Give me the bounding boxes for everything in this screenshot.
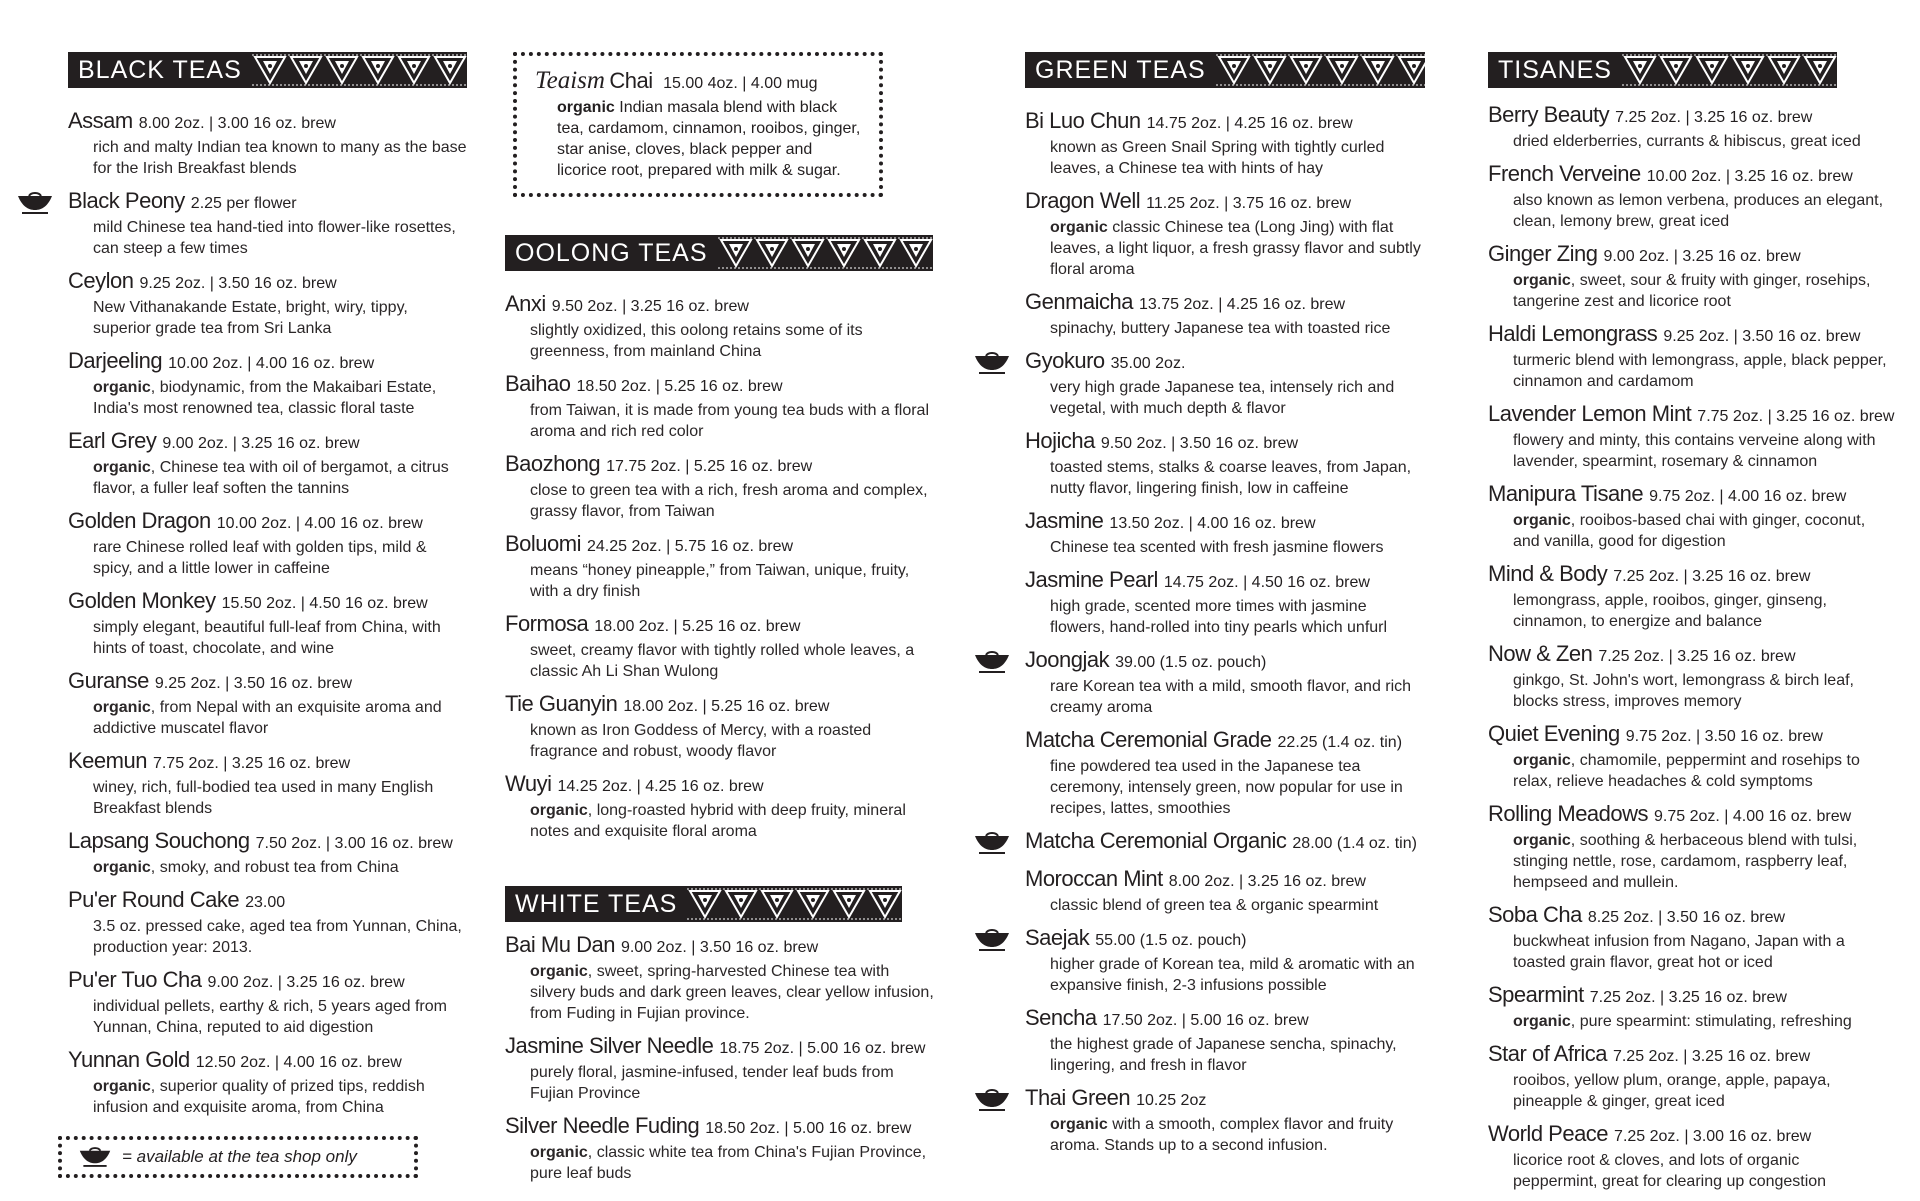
item-price: 28.00 (1.4 oz. tin) (1292, 835, 1417, 852)
item-name: Guranse (68, 668, 149, 693)
section-title: OOLONG TEAS (505, 235, 718, 271)
item-description: close to green tea with a rich, fresh aroma and complex, grassy flavor, from Taiwan (530, 482, 928, 520)
menu-item (1488, 241, 1888, 312)
item-price: 18.50 2oz. | 5.00 16 oz. brew (705, 1120, 912, 1137)
item-description: from Taiwan, it is made from young tea buds with a floral aroma and rich red color (530, 402, 929, 440)
item-name: Assam (68, 108, 133, 133)
menu-item (68, 188, 468, 259)
item-name: Pu'er Round Cake (68, 887, 240, 912)
item-price: 22.25 (1.4 oz. tin) (1277, 734, 1403, 751)
item-name: Rolling Meadows (1488, 801, 1649, 826)
item-name: Berry Beauty (1488, 102, 1610, 127)
chai-name: Chai (609, 68, 653, 93)
menu-item (68, 668, 468, 739)
item-name: Soba Cha (1488, 902, 1582, 927)
item-name: Pu'er Tuo Cha (68, 967, 202, 992)
menu-item (1025, 727, 1425, 819)
item-price: 7.25 2oz. | 3.25 16 oz. brew (1613, 568, 1811, 585)
menu-item (1488, 161, 1888, 232)
tisanes-list (1488, 102, 1895, 1192)
item-price: 7.75 2oz. | 3.25 16 oz. brew (1697, 408, 1895, 425)
item-price: 13.50 2oz. | 4.00 16 oz. brew (1109, 515, 1316, 532)
menu-item (68, 508, 468, 579)
teacup-icon (973, 832, 1011, 854)
item-description: winey, rich, full-bodied tea used in many English Breakfast blends (93, 779, 434, 817)
item-name: Star of Africa (1488, 1041, 1607, 1066)
item-description: simply elegant, beautiful full-leaf from China, with hints of toast, chocolate, and wine (93, 619, 441, 657)
teacup-icon (973, 352, 1011, 374)
item-price: 9.00 2oz. | 3.25 16 oz. brew (1603, 248, 1801, 265)
item-price: 17.75 2oz. | 5.25 16 oz. brew (606, 458, 813, 475)
organic-label: organic (530, 802, 588, 819)
organic-label: organic (93, 859, 151, 876)
item-name: Earl Grey (68, 428, 157, 453)
menu-item (1025, 108, 1425, 179)
menu-item (68, 108, 468, 179)
item-description: Chinese tea scented with fresh jasmine flowers (1050, 539, 1384, 556)
menu-item (1025, 289, 1425, 339)
menu-item (505, 371, 935, 442)
item-description: buckwheat infusion from Nagano, Japan with a toasted grain flavor, great hot or iced (1513, 933, 1845, 971)
menu-item (1488, 801, 1888, 893)
item-name: Baozhong (505, 451, 601, 476)
oolong-teas-header (505, 235, 935, 271)
menu-item (68, 428, 468, 499)
item-price: 9.75 2oz. | 4.00 16 oz. brew (1654, 808, 1852, 825)
item-name: Formosa (505, 611, 589, 636)
item-description: toasted stems, stalks & coarse leaves, from Japan, nutty flavor, lingering finish, low in caffeine (1050, 459, 1412, 497)
decorative-band-icon (1216, 52, 1425, 88)
item-description: known as Green Snail Spring with tightly curled leaves, a Chinese tea with hints of hay (1050, 139, 1385, 177)
menu-item (1025, 647, 1425, 718)
oolong-teas-list (505, 291, 935, 842)
item-price: 9.75 2oz. | 3.50 16 oz. brew (1625, 728, 1823, 745)
item-description: sweet, creamy flavor with tightly rolled whole leaves, a classic Ah Li Shan Wulong (530, 642, 915, 680)
legend-box (58, 1136, 418, 1178)
menu-item (1488, 1041, 1888, 1112)
item-name: Keemun (68, 748, 147, 773)
item-description: rooibos, yellow plum, orange, apple, papaya, pineapple & ginger, great iced (1513, 1072, 1831, 1110)
item-name: Bai Mu Dan (505, 932, 615, 957)
menu-item (68, 828, 468, 878)
item-description: spinachy, buttery Japanese tea with toasted rice (1050, 320, 1391, 337)
item-description: organic, Chinese tea with oil of bergamot, a citrus flavor, a fuller leaf soften the tannins (93, 459, 449, 497)
chai-price: 15.00 4oz. | 4.00 mug (663, 75, 818, 92)
organic-label: organic (530, 1144, 588, 1161)
item-description: rich and malty Indian tea known to many as the base for the Irish Breakfast blends (93, 139, 467, 177)
teacup-icon (973, 929, 1011, 951)
item-description: high grade, scented more times with jasmine flowers, hand-rolled into tiny pearls which unfurl (1050, 598, 1388, 636)
item-description: means “honey pineapple,” from Taiwan, unique, fruity, with a dry finish (530, 562, 910, 600)
menu-item (1488, 481, 1888, 552)
item-description: organic, rooibos-based chai with ginger, coconut, and vanilla, good for digestion (1513, 512, 1866, 550)
black-teas-header (68, 52, 468, 88)
item-description: known as Iron Goddess of Mercy, with a roasted fragrance and robust, woody flavor (530, 722, 872, 760)
green-teas-list (1025, 108, 1425, 1156)
item-description: flowery and minty, this contains verveine along with lavender, spearmint, rosemary & cinnamon (1513, 432, 1876, 470)
menu-item (68, 748, 468, 819)
item-description: organic, long-roasted hybrid with deep fruity, mineral notes and exquisite floral aroma (530, 802, 906, 840)
item-description: organic, biodynamic, from the Makaibari Estate, India's most renowned tea, classic floral taste (93, 379, 437, 417)
item-price: 18.50 2oz. | 5.25 16 oz. brew (576, 378, 783, 395)
item-description: organic, classic white tea from China's Fujian Province, pure leaf buds (530, 1144, 927, 1182)
white-teas-list (505, 932, 935, 1184)
section-title: TISANES (1488, 52, 1622, 88)
menu-item (68, 268, 468, 339)
item-price: 14.75 2oz. | 4.50 16 oz. brew (1163, 574, 1370, 591)
decorative-band-icon (687, 886, 902, 922)
item-price: 7.25 2oz. | 3.25 16 oz. brew (1612, 1048, 1811, 1065)
item-description: New Vithanakande Estate, bright, wiry, tippy, superior grade tea from Sri Lanka (93, 299, 408, 337)
menu-item (1025, 188, 1425, 280)
menu-item (1488, 721, 1888, 792)
menu-item (68, 967, 468, 1038)
item-name: Gyokuro (1025, 348, 1105, 373)
item-price: 39.00 (1.5 oz. pouch) (1115, 654, 1267, 671)
menu-item (68, 588, 468, 659)
menu-item (1488, 401, 1895, 472)
item-description: purely floral, jasmine-infused, tender leaf buds from Fujian Province (530, 1064, 894, 1102)
item-name: Saejak (1025, 925, 1090, 950)
organic-label: organic (93, 1078, 151, 1095)
oolong-white-column (505, 52, 935, 1193)
item-description: also known as lemon verbena, produces an elegant, clean, lemony brew, great iced (1513, 192, 1884, 230)
menu-item (1488, 321, 1888, 392)
item-name: Manipura Tisane (1488, 481, 1644, 506)
item-name: Silver Needle Fuding (505, 1113, 700, 1138)
item-name: Haldi Lemongrass (1488, 321, 1658, 346)
item-price: 9.50 2oz. | 3.50 16 oz. brew (1100, 435, 1299, 452)
menu-item (1025, 508, 1425, 558)
item-price: 9.00 2oz. | 3.50 16 oz. brew (620, 939, 819, 956)
menu-item (505, 691, 935, 762)
item-price: 18.75 2oz. | 5.00 16 oz. brew (719, 1040, 926, 1057)
menu-item (1488, 102, 1888, 152)
menu-item (1025, 828, 1425, 857)
item-name: Sencha (1025, 1005, 1097, 1030)
item-name: Golden Monkey (68, 588, 216, 613)
item-name: Bi Luo Chun (1025, 108, 1141, 133)
tisanes-column (1488, 52, 1895, 1201)
menu-item (505, 291, 935, 362)
item-price: 9.75 2oz. | 4.00 16 oz. brew (1649, 488, 1847, 505)
chai-brand: Teaism (535, 67, 605, 94)
organic-label: organic (93, 699, 151, 716)
item-description: organic, superior quality of prized tips, reddish infusion and exquisite aroma, from China (93, 1078, 425, 1116)
menu-item (505, 611, 935, 682)
item-description: organic, sweet, sour & fruity with ginger, rosehips, tangerine zest and licorice root (1513, 272, 1871, 310)
item-description: lemongrass, apple, rooibos, ginger, ginseng, cinnamon, to energize and balance (1513, 592, 1827, 630)
section-title: BLACK TEAS (68, 52, 252, 88)
menu-item (68, 1047, 468, 1118)
menu-item (1488, 902, 1888, 973)
organic-label: organic (1513, 832, 1571, 849)
organic-label: organic (93, 379, 151, 396)
item-description: individual pellets, earthy & rich, 5 years aged from Yunnan, China, reputed to aid digestion (93, 998, 447, 1036)
item-description: organic, from Nepal with an exquisite aroma and addictive muscatel flavor (93, 699, 442, 737)
item-name: Jasmine Silver Needle (505, 1033, 714, 1058)
item-description: organic, chamomile, peppermint and rosehips to relax, relieve headaches & cold symptoms (1513, 752, 1860, 790)
menu-item (1488, 982, 1888, 1032)
menu-item (505, 771, 935, 842)
decorative-band-icon (252, 52, 467, 88)
item-price: 14.75 2oz. | 4.25 16 oz. brew (1146, 115, 1353, 132)
item-description: organic, sweet, spring-harvested Chinese tea with silvery buds and dark green leaves, clear yellow infusion, from Fuding in Fujian province. (530, 963, 934, 1022)
item-description: rare Korean tea with a mild, smooth flavor, and rich creamy aroma (1050, 678, 1412, 716)
item-name: Boluomi (505, 531, 581, 556)
item-price: 7.25 2oz. | 3.25 16 oz. brew (1615, 109, 1813, 126)
item-name: Ginger Zing (1488, 241, 1598, 266)
item-description: rare Chinese rolled leaf with golden tips, mild & spicy, and a little lower in caffeine (93, 539, 427, 577)
green-teas-header (1025, 52, 1425, 88)
item-price: 13.75 2oz. | 4.25 16 oz. brew (1139, 296, 1346, 313)
organic-label: organic (1050, 1116, 1108, 1133)
menu-item (1025, 348, 1425, 419)
item-description: very high grade Japanese tea, intensely rich and vegetal, with much depth & flavor (1050, 379, 1395, 417)
item-price: 10.00 2oz. | 3.25 16 oz. brew (1646, 168, 1853, 185)
item-price: 8.25 2oz. | 3.50 16 oz. brew (1587, 909, 1786, 926)
item-price: 9.00 2oz. | 3.25 16 oz. brew (162, 435, 360, 452)
white-teas-header (505, 886, 935, 922)
item-name: Darjeeling (68, 348, 163, 373)
teacup-icon (78, 1147, 112, 1167)
menu-item (1025, 1005, 1425, 1076)
item-name: Ceylon (68, 268, 134, 293)
teacup-icon (973, 1089, 1011, 1111)
item-name: Thai Green (1025, 1085, 1131, 1110)
item-name: Mind & Body (1488, 561, 1608, 586)
item-price: 7.50 2oz. | 3.00 16 oz. brew (255, 835, 453, 852)
item-description: organic with a smooth, complex flavor and fruity aroma. Stands up to a second infusion. (1050, 1116, 1394, 1154)
menu-item (1025, 1085, 1425, 1156)
item-price: 10.00 2oz. | 4.00 16 oz. brew (168, 355, 375, 372)
green-teas-column (1025, 52, 1425, 1165)
item-name: Dragon Well (1025, 188, 1141, 213)
item-description: turmeric blend with lemongrass, apple, black pepper, cinnamon and cardamom (1513, 352, 1887, 390)
menu-item (1488, 641, 1888, 712)
item-price: 15.50 2oz. | 4.50 16 oz. brew (221, 595, 428, 612)
item-price: 7.25 2oz. | 3.25 16 oz. brew (1589, 989, 1787, 1006)
decorative-band-icon (1622, 52, 1837, 88)
item-price: 12.50 2oz. | 4.00 16 oz. brew (195, 1054, 402, 1071)
item-price: 18.00 2oz. | 5.25 16 oz. brew (623, 698, 830, 715)
teacup-icon (973, 651, 1011, 673)
item-name: Golden Dragon (68, 508, 211, 533)
item-description: the highest grade of Japanese sencha, spinachy, lingering, and fresh in flavor (1050, 1036, 1397, 1074)
item-price: 9.00 2oz. | 3.25 16 oz. brew (207, 974, 405, 991)
organic-label: organic (530, 963, 588, 980)
item-description: mild Chinese tea hand-tied into flower-like rosettes, can steep a few times (93, 219, 456, 257)
item-description: organic classic Chinese tea (Long Jing) with flat leaves, a light liquor, a fresh grassy flavor and subtly floral aroma (1050, 219, 1421, 278)
item-name: Lavender Lemon Mint (1488, 401, 1692, 426)
menu-item (505, 932, 935, 1024)
menu-item (1025, 428, 1425, 499)
item-price: 2.25 per flower (190, 195, 297, 212)
item-name: Anxi (505, 291, 546, 316)
organic-label: organic (1513, 752, 1571, 769)
item-name: World Peace (1488, 1121, 1609, 1146)
item-price: 35.00 2oz. (1110, 355, 1186, 372)
item-name: Black Peony (68, 188, 185, 213)
item-price: 24.25 2oz. | 5.75 16 oz. brew (586, 538, 794, 555)
item-name: Yunnan Gold (68, 1047, 190, 1072)
item-name: French Verveine (1488, 161, 1641, 186)
teacup-icon (16, 192, 54, 214)
item-name: Jasmine Pearl (1025, 567, 1158, 592)
item-name: Matcha Ceremonial Organic (1025, 828, 1287, 853)
organic-label: organic (93, 459, 151, 476)
item-price: 10.00 2oz. | 4.00 16 oz. brew (216, 515, 423, 532)
item-description: 3.5 oz. pressed cake, aged tea from Yunnan, China, production year: 2013. (93, 918, 462, 956)
menu-item (1025, 866, 1425, 916)
item-price: 17.50 2oz. | 5.00 16 oz. brew (1102, 1012, 1309, 1029)
item-description: dried elderberries, currants & hibiscus, great iced (1513, 133, 1861, 150)
chai-box (513, 52, 883, 197)
item-name: Moroccan Mint (1025, 866, 1163, 891)
item-name: Baihao (505, 371, 571, 396)
organic-label: organic (1050, 219, 1108, 236)
item-price: 18.00 2oz. | 5.25 16 oz. brew (594, 618, 801, 635)
item-description: organic, pure spearmint: stimulating, refreshing (1513, 1013, 1852, 1030)
menu-item (505, 531, 935, 602)
item-price: 8.00 2oz. | 3.00 16 oz. brew (138, 115, 336, 132)
item-name: Spearmint (1488, 982, 1584, 1007)
item-price: 7.25 2oz. | 3.25 16 oz. brew (1598, 648, 1796, 665)
item-name: Lapsang Souchong (68, 828, 250, 853)
item-price: 9.25 2oz. | 3.50 16 oz. brew (154, 675, 353, 692)
item-price: 11.25 2oz. | 3.75 16 oz. brew (1146, 195, 1352, 212)
menu-item (1488, 1121, 1888, 1192)
menu-item (505, 451, 935, 522)
item-price: 14.25 2oz. | 4.25 16 oz. brew (557, 778, 764, 795)
item-price: 7.75 2oz. | 3.25 16 oz. brew (152, 755, 351, 772)
section-title: GREEN TEAS (1025, 52, 1216, 88)
item-description: fine powdered tea used in the Japanese tea ceremony, intensely green, now popular for use in recipes, lattes, smoothies (1050, 758, 1403, 817)
menu-item (68, 887, 468, 958)
organic-label: organic (1513, 1013, 1571, 1030)
item-description: licorice root & cloves, and lots of organic peppermint, great for clearing up congestion (1513, 1152, 1827, 1190)
item-price: 10.25 2oz (1136, 1092, 1207, 1109)
item-name: Wuyi (505, 771, 552, 796)
section-title: WHITE TEAS (505, 886, 687, 922)
chai-description: organic Indian masala blend with black tea, cardamom, cinnamon, rooibos, ginger, star anise, cloves, black pepper and licorice root, prepared with milk & sugar. (557, 99, 861, 179)
item-price: 23.00 (245, 894, 286, 911)
organic-label: organic (557, 99, 615, 116)
item-price: 9.25 2oz. | 3.50 16 oz. brew (139, 275, 337, 292)
item-name: Tie Guanyin (505, 691, 618, 716)
legend-text: = available at the tea shop only (122, 1147, 357, 1166)
menu-item (1025, 567, 1425, 638)
decorative-band-icon (718, 235, 933, 271)
item-price: 8.00 2oz. | 3.25 16 oz. brew (1168, 873, 1366, 890)
item-description: organic, smoky, and robust tea from China (93, 859, 399, 876)
organic-label: organic (1513, 512, 1571, 529)
item-price: 9.50 2oz. | 3.25 16 oz. brew (551, 298, 749, 315)
menu-item (1488, 561, 1888, 632)
black-teas-column (68, 52, 468, 1178)
item-name: Joongjak (1025, 647, 1110, 672)
item-price: 9.25 2oz. | 3.50 16 oz. brew (1663, 328, 1861, 345)
item-description: organic, soothing & herbaceous blend with tulsi, stinging nettle, rose, cardamom, raspberry leaf, hempseed and mullein. (1513, 832, 1858, 891)
item-name: Jasmine (1025, 508, 1104, 533)
organic-label: organic (1513, 272, 1571, 289)
black-teas-list (68, 108, 468, 1118)
item-description: higher grade of Korean tea, mild & aromatic with an expansive finish, 2-3 infusions possible (1050, 956, 1415, 994)
item-name: Quiet Evening (1488, 721, 1620, 746)
item-name: Now & Zen (1488, 641, 1593, 666)
menu-item (505, 1033, 935, 1104)
item-name: Genmaicha (1025, 289, 1134, 314)
tisanes-header (1488, 52, 1888, 88)
menu-item (505, 1113, 935, 1184)
item-description: slightly oxidized, this oolong retains some of its greenness, from mainland China (530, 322, 863, 360)
item-description: classic blend of green tea & organic spearmint (1050, 897, 1379, 914)
item-name: Hojicha (1025, 428, 1095, 453)
item-price: 55.00 (1.5 oz. pouch) (1095, 932, 1247, 949)
menu-item (1025, 925, 1425, 996)
item-description: ginkgo, St. John's wort, lemongrass & birch leaf, blocks stress, improves memory (1513, 672, 1854, 710)
item-price: 7.25 2oz. | 3.00 16 oz. brew (1614, 1128, 1812, 1145)
item-name: Matcha Ceremonial Grade (1025, 727, 1272, 752)
menu-item (68, 348, 468, 419)
